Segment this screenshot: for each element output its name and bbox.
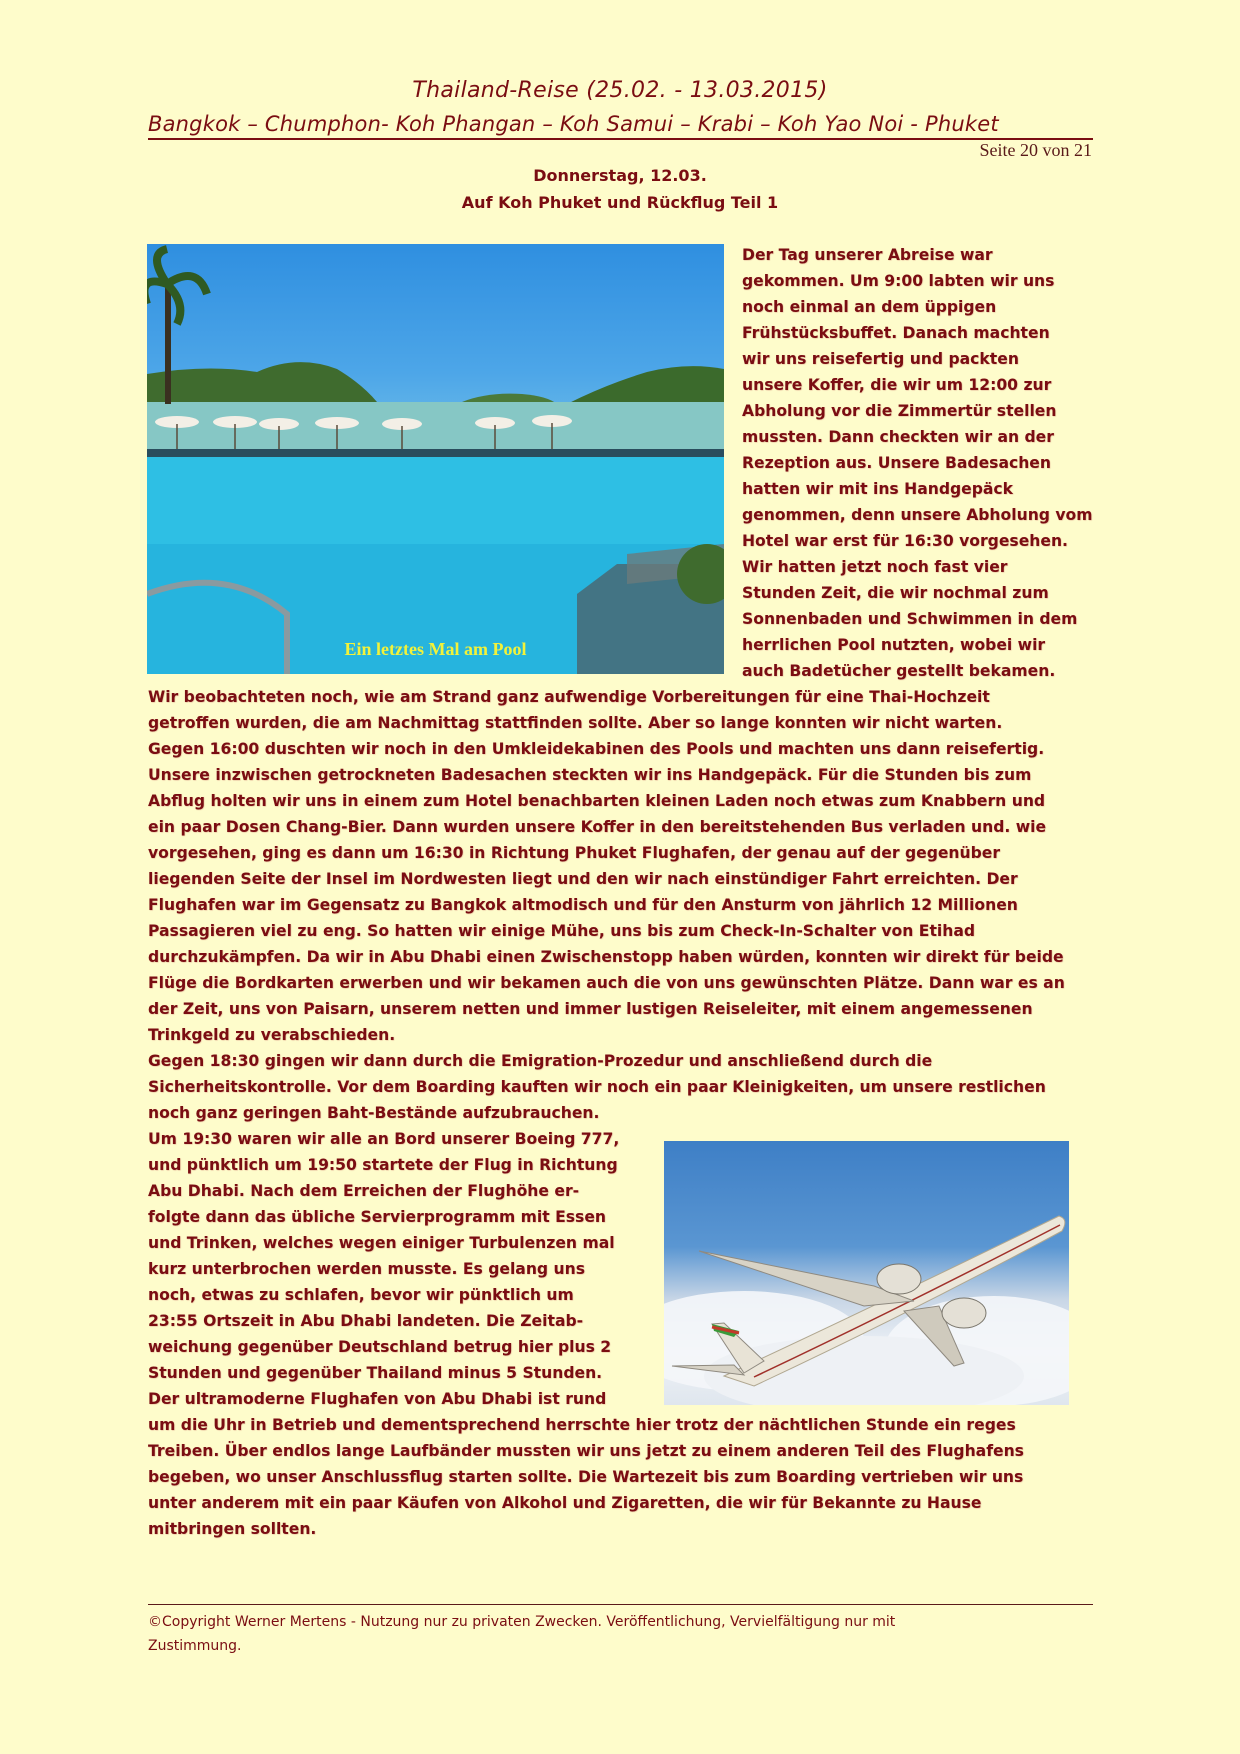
text-line: um die Uhr in Betrieb und dementsprechend herrschte hier trotz der nächtlichen Stunde ein reges xyxy=(148,1416,1016,1434)
text-line: Der Tag unserer Abreise war xyxy=(742,246,993,264)
text-line: mussten. Dann checkten wir an der xyxy=(742,428,1054,446)
text-line: Stunden und gegenüber Thailand minus 5 Stunden. xyxy=(148,1364,603,1382)
text-line: Unsere inzwischen getrockneten Badesachen steckten wir ins Handgepäck. Für die Stunden bis zum xyxy=(148,766,1032,784)
text-line: und pünktlich um 19:50 startete der Flug in Richtung xyxy=(148,1156,618,1174)
main-paragraph xyxy=(148,684,1098,1126)
text-line: Abu Dhabi. Nach dem Erreichen der Flughöhe er- xyxy=(148,1182,580,1200)
route-heading: Bangkok – Chumphon- Koh Phangan – Koh Samui – Krabi – Koh Yao Noi - Phuket xyxy=(148,112,1093,140)
text-line: kurz unterbrochen werden musste. Es gelang uns xyxy=(148,1260,585,1278)
text-line: Gegen 16:00 duschten wir noch in den Umkleidekabinen des Pools und machten uns dann reisefertig. xyxy=(148,740,1045,758)
text-line: gekommen. Um 9:00 labten wir uns xyxy=(742,272,1055,290)
text-line: Flüge die Bordkarten erwerben und wir bekamen auch die von uns gewünschten Plätze. Dann war es an xyxy=(148,974,1065,992)
text-line: Stunden Zeit, die wir nochmal zum xyxy=(742,584,1049,602)
copyright-footer xyxy=(148,1610,1098,1658)
airplane-photo xyxy=(664,1141,1069,1405)
text-line: noch einmal an dem üppigen xyxy=(742,298,997,316)
section-date: Donnerstag, 12.03. xyxy=(533,166,707,185)
text-line: Passagieren viel zu eng. So hatten wir einige Mühe, uns bis zum Check-In-Schalter von Etihad xyxy=(148,922,976,940)
text-line: liegenden Seite der Insel im Nordwesten liegt und den wir nach einstündiger Fahrt erreichten. Der xyxy=(148,870,1018,888)
text-line: 23:55 Ortszeit in Abu Dhabi landeten. Die Zeitab- xyxy=(148,1312,584,1330)
text-line: Sicherheitskontrolle. Vor dem Boarding kauften wir noch ein paar Kleinigkeiten, um unsere restlichen xyxy=(148,1078,1046,1096)
footer-line: Zustimmung. xyxy=(148,1638,242,1654)
text-line: genommen, denn unsere Abholung vom xyxy=(742,506,1093,524)
flight-paragraph xyxy=(148,1126,648,1412)
intro-paragraph xyxy=(742,242,1102,684)
text-line: Rezeption aus. Unsere Badesachen xyxy=(742,454,1051,472)
text-line: noch ganz geringen Baht-Bestände aufzubrauchen. xyxy=(148,1104,600,1122)
text-line: durchzukämpfen. Da wir in Abu Dhabi einen Zwischenstopp haben würden, konnten wir direkt für beide xyxy=(148,948,1064,966)
page-number: Seite 20 von 21 xyxy=(979,140,1092,160)
text-line: Flughafen war im Gegensatz zu Bangkok altmodisch und für den Ansturm von jährlich 12 Millionen xyxy=(148,896,1018,914)
text-line: Trinkgeld zu verabschieden. xyxy=(148,1026,396,1044)
text-line: Treiben. Über endlos lange Laufbänder mussten wir uns jetzt zu einem anderen Teil des Flughafens xyxy=(148,1442,1024,1460)
text-line: Hotel war erst für 16:30 vorgesehen. xyxy=(742,532,1068,550)
text-line: Abholung vor die Zimmertür stellen xyxy=(742,402,1057,420)
text-line: und Trinken, welches wegen einiger Turbulenzen mal xyxy=(148,1234,615,1252)
text-line: auch Badetücher gestellt bekamen. xyxy=(742,662,1056,680)
document-title: Thailand-Reise (25.02. - 13.03.2015) xyxy=(412,78,828,103)
text-line: folgte dann das übliche Servierprogramm mit Essen xyxy=(148,1208,606,1226)
text-line: Wir beobachteten noch, wie am Strand ganz aufwendige Vorbereitungen für eine Thai-Hochzeit xyxy=(148,688,990,706)
text-line: getroffen wurden, die am Nachmittag stattfinden sollte. Aber so lange konnten wir nicht warten. xyxy=(148,714,1003,732)
text-line: wir uns reisefertig und packten xyxy=(742,350,1019,368)
airplane-illustration xyxy=(664,1141,1069,1405)
text-line: begeben, wo unser Anschlussflug starten sollte. Die Wartezeit bis zum Boarding vertrieben wir uns xyxy=(148,1468,1024,1486)
pool-photo-caption: Ein letztes Mal am Pool xyxy=(344,639,527,659)
text-line: Abflug holten wir uns in einem zum Hotel benachbarten kleinen Laden noch etwas zum Knabbern und xyxy=(148,792,1046,810)
text-line: Wir hatten jetzt noch fast vier xyxy=(742,558,1008,576)
text-line: ein paar Dosen Chang-Bier. Dann wurden unsere Koffer in den bereitstehenden Bus verladen und. wie xyxy=(148,818,1047,836)
text-line: Sonnenbaden und Schwimmen in dem xyxy=(742,610,1078,628)
text-line: Um 19:30 waren wir alle an Bord unserer Boeing 777, xyxy=(148,1130,620,1148)
text-line: unsere Koffer, die wir um 12:00 zur xyxy=(742,376,1052,394)
text-line: Frühstücksbuffet. Danach machten xyxy=(742,324,1050,342)
text-line: mitbringen sollten. xyxy=(148,1520,317,1538)
text-line: weichung gegenüber Deutschland betrug hier plus 2 xyxy=(148,1338,612,1356)
pool-photo xyxy=(147,244,724,674)
text-line: herrlichen Pool nutzten, wobei wir xyxy=(742,636,1046,654)
text-line: Gegen 18:30 gingen wir dann durch die Emigration-Prozedur und anschließend durch die xyxy=(148,1052,933,1070)
pool-scene-illustration xyxy=(147,244,724,674)
text-line: noch, etwas zu schlafen, bevor wir pünktlich um xyxy=(148,1286,574,1304)
text-line: der Zeit, uns von Paisarn, unserem netten und immer lustigen Reiseleiter, mit einem angemessenen xyxy=(148,1000,1033,1018)
text-line: hatten wir mit ins Handgepäck xyxy=(742,480,1014,498)
closing-paragraph xyxy=(148,1412,1098,1542)
footer-divider xyxy=(148,1604,1093,1605)
text-line: unter anderem mit ein paar Käufen von Alkohol und Zigaretten, die wir für Bekannte zu Hause xyxy=(148,1494,982,1512)
footer-line: ©Copyright Werner Mertens - Nutzung nur zu privaten Zwecken. Veröffentlichung, Vervielfältigung nur mit xyxy=(148,1614,896,1630)
text-line: vorgesehen, ging es dann um 16:30 in Richtung Phuket Flughafen, der genau auf der gegenüber xyxy=(148,844,1001,862)
text-line: Der ultramoderne Flughafen von Abu Dhabi ist rund xyxy=(148,1390,607,1408)
section-subtitle: Auf Koh Phuket und Rückflug Teil 1 xyxy=(461,193,779,212)
